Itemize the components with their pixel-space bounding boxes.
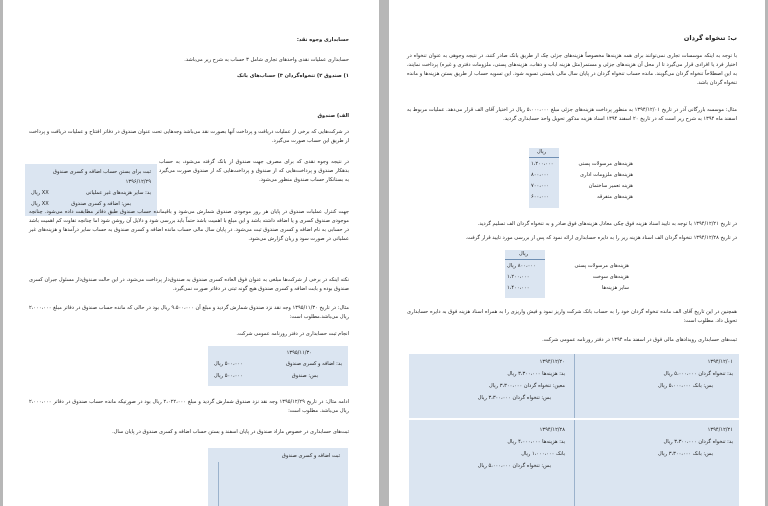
paragraph-cash-2: در نتیجه وجوه نقدی که برای مصرف جهت صندوق از بانک گرفته می‌شود، به حساب بدهکار صندوق و پرداخت‌هایی که از صندوق و پرداخت‌هایی که از صندوق صورت می‌گیرد به بستانکار حساب صندوق منظور می‌شود. [159, 159, 349, 183]
journal-b-left-bank: بانک ۱،۰۰۰،۰۰۰ ریال [521, 451, 565, 457]
table2-row-amount: ۱،۴۰۰،۰۰۰ [507, 285, 530, 291]
box1-credit-label: بس: اضافه و کسری صندوق [71, 201, 131, 207]
box2-debit-amount: ۵۰۰،۰۰۰ ریال [214, 361, 243, 367]
journal-a-left-debit: بد: هزینه‌ها ۳،۳۰۰،۰۰۰ ریال [507, 371, 565, 377]
petty-cash-paragraph-5: همچنین در این تاریخ آقای الف مانده تنخواه گردان خود را به حساب بانک شرکت واریز نمود و فیش واریزی را به همراه اسناد هزینه فوق به دایره حسابداری تحویل داد. مطلوب است: [407, 309, 737, 324]
paragraph-example-1: مثال: در تاریخ ۱۳۹۵/۱۱/۳۰ وجه نقد نزد صندوق شمارش گردید و مبلغ آن ۹،۵۰۰،۰۰۰ ریال بود در حالی که مانده حساب صندوق در دفاتر مبلغ ۲،۰۰۰،۰۰۰ ریال می‌باشد.مطلوب است: [29, 305, 349, 320]
petty-cash-paragraph-4: در تاریخ ۱۳۹۴/۱۲/۲۸ تنخواه گردان الف اسناد هزینه زیر را به دایره حسابداری ارائه نمود که پس از بررسی مورد تایید قرار گرفت. [465, 235, 737, 241]
box1-debit-label: بد: سایر هزینه‌های غیر عملیاتی [85, 190, 151, 196]
journal-a-right-credit: بس: بانک ۵،۰۰۰،۰۰۰ ریال [657, 383, 713, 389]
journal-b-left-debit: بد: هزینه‌ها ۴،۰۰۰،۰۰۰ ریال [507, 439, 565, 445]
heading-cash-accounting: حسابداری وجوه نقد: [296, 37, 349, 43]
journal-a-left-memo: معین: تنخواه گردان ۳،۳۰۰،۰۰۰ ریال [489, 383, 565, 389]
paragraph-cash-1: در شرکت‌هایی که برخی از عملیات دریافت و پرداخت آنها بصورت نقد می‌باشد وجه‌هایی تحت عنوان صندوق در دفاتر افتتاح و عملیات دریافت و پرداخت از طریق این حساب صورت می‌گیرد. [29, 129, 349, 144]
intro-paragraph: حسابداری عملیات نقدی واحدهای تجاری شامل ۳ حساب به شرح زیر می‌باشد. [184, 57, 349, 63]
journal-a-left-credit: بس: تنخواه گردان ۳،۳۰۰،۰۰۰ ریال [477, 395, 551, 401]
journal-a-right-debit: بد: تنخواه گردان ۵،۰۰۰،۰۰۰ ریال [663, 371, 733, 377]
journal-entry-box-2 [208, 346, 348, 386]
document-page-right [389, 0, 765, 506]
table1-row-label: هزینه تعمیر ساختمان [588, 183, 633, 189]
table1-row-amount: ۷۰۰،۰۰۰ [531, 183, 550, 189]
expense-table-2 [505, 250, 629, 298]
table2-currency: ریال [519, 251, 529, 257]
table1-row-amount: ۱،۲۰۰،۰۰۰ [531, 161, 554, 167]
petty-cash-paragraph-6: ثبت‌های حسابداری رویدادهای مالی فوق در اسفند ماه ۱۳۹۴ در دفتر روزنامه عمومی شرکت. [542, 337, 737, 343]
box2-credit-label: بس: صندوق [291, 373, 318, 379]
table1-row-label: هزینه‌های مرسولات پستی [578, 161, 633, 167]
journal-b-left-date: ۱۳۹۴/۱۲/۲۸ [539, 427, 565, 433]
paragraph-cash-4: نکته اینکه در برخی از شرکت‌ها مبلغی به عنوان فوق العاده کسری صندوق به صندوق‌دار پرداخت می‌شود، در این حالت صندوق‌دار مسئول جبران کسری صندوق بوده و بابت اضافه و کسری صندوق هیچ گونه ثبتی در دفاتر صورت نمی‌گیرد. [29, 277, 349, 292]
box2-credit-amount: ۵۰۰،۰۰۰ ریال [214, 373, 243, 379]
table2-row-label: هزینه‌های سوخت [592, 274, 629, 280]
table2-row-label: سایر هزینه‌ها [601, 285, 629, 291]
expense-table-1 [529, 148, 633, 208]
box1-title: ثبت برای بستن حساب اضافه و کسری صندوق [53, 169, 151, 175]
box1-debit-amount: XX ریال [31, 190, 49, 196]
table1-row-amount: ۸۰۰،۰۰۰ [531, 172, 550, 178]
journal-a-divider [574, 354, 575, 418]
box2-debit-label: بد: اضافه و کسری صندوق [286, 361, 342, 367]
journal-b-right-debit: بد: تنخواه گردان ۳،۳۰۰،۰۰۰ ریال [663, 439, 733, 445]
petty-cash-paragraph-3: در تاریخ ۱۳۹۴/۱۲/۲۱ با توجه به تایید اسناد هزینه فوق چکی معادل هزینه‌های فوق صادر و به تنخواه گردان الف تسلیم گردید. [477, 221, 737, 227]
journal-b-left-credit: بس: تنخواه گردان ۵،۰۰۰،۰۰۰ ریال [477, 463, 551, 469]
journal-b-right-date: ۱۳۹۴/۱۲/۲۱ [707, 427, 733, 433]
table2-header-rule [505, 259, 545, 260]
table1-row-label: هزینه‌های ملزومات اداری [580, 172, 633, 178]
journal-a-left-date: ۱۳۹۴/۱۲/۲۰ [539, 359, 565, 365]
box1-credit-amount: XX ریال [31, 201, 49, 207]
paragraph-requirement-1: انجام ثبت حسابداری در دفتر روزنامه عمومی شرکت. [236, 331, 349, 337]
petty-cash-example: مثال: موسسه بازرگانی آذر در تاریخ ۱۳۹۴/۱۲/۰۱ به منظور پرداخت هزینه‌های جزئی مبلغ ۵،۰۰۰،۰۰۰ ریال در اختیار آقای الف قرار می‌دهد. عملیات مربوط به اسفند ماه ۱۳۹۴ به شرح زیر است که در تاریخ ۲۰ اسفند ۱۳۹۴ اسناد هزینه مذکور تحویل واحد حسابداری گردید. [407, 107, 737, 122]
table1-header-rule [529, 157, 559, 158]
table1-row-label: هزینه‌های متفرقه [597, 194, 633, 200]
journal-block-a [409, 354, 739, 418]
journal-b-divider [574, 420, 575, 506]
table2-row-amount: ۸۰۰،۰۰۰ ریال [507, 263, 536, 269]
box3-title: ثبت اضافه و کسری صندوق [281, 453, 340, 459]
paragraph-requirement-2: ثبت‌های حسابداری در خصوص مازاد صندوق در پایان اسفند و بستن حساب اضافه و کسری صندوق در پایان سال. [112, 429, 349, 435]
table1-currency: ریال [537, 149, 547, 155]
paragraph-cash-3: جهت کنترل عملیات صندوق در پایان هر روز موجودی صندوق شمارش می‌شود و باقیمانده حساب صندوق طبق دفاتر مطابقت داده می‌شود. چنانچه موجودی صندوق کسری و یا اضافه داشته باشد و این مبلغ با اهمیت باشد حتماً باید بررسی شود و دلایل آن روشن شود اما چنانچه تفاوت کم اهمیت باشد در حسابی به نام اضافه و کسری صندوق ثبت می‌شود. در پایان سال مالی حساب مانده اضافه و کسری صندوق به حساب سایر درآمدها و هزینه‌های غیر عملیاتی در صورت سود و زیان گزارش می‌شود. [29, 209, 349, 242]
section-petty-cash-heading: ب: تنخواه گردان [683, 34, 737, 42]
table2-row-amount: ۱،۲۰۰،۰۰۰ [507, 274, 530, 280]
table2-row-label: هزینه‌های مرسولات پستی [574, 263, 629, 269]
paragraph-example-2: ادامه مثال: در تاریخ ۱۳۹۵/۱۲/۲۹ وجه نقد نزد صندوق شمارش گردید و مبلغ ۲،۰۲۲،۰۰۰ ریال بود در صورتیکه مانده حساب صندوق در دفاتر ۲،۰۰۰،۰۰۰ ریال می‌باشد. مطلوب است: [29, 399, 349, 414]
journal-block-b [409, 420, 739, 506]
document-page-left [3, 0, 379, 506]
journal-a-right-date: ۱۳۹۴/۱۲/۰۱ [707, 359, 733, 365]
journal-entry-box-3 [208, 448, 348, 506]
petty-cash-paragraph-1: با توجه به اینکه موسسات تجاری نمی‌توانند برای همه هزینه‌ها مخصوصاً هزینه‌های جزئی چک از طریق بانک صادر کنند، در نتیجه وجوهی به عنوان تنخواه در اختیار فرد یا افرادی قرار می‌گیرد تا از محل آن هزینه‌های جزئی و مستمر(مثل هزینه ایاب و ذهاب، هزینه‌های پستی، ملزومات دفتری و غیره) پرداخت نمایند، به این اصطلاحاً تنخواه گردان می‌گویند. مانده حساب تنخواه گردان در پایان سال مالی بایستی تسویه شود. این تسویه حساب از طریق بستن هزینه‌ها و مانده تنخواه گردان باشد. [407, 53, 737, 86]
box1-date: ۱۳۹۶/۱۲/۲۹ [125, 179, 151, 185]
accounts-subheading: ۱) صندوق ۲) تنخواه‌گردان ۳) حساب‌های بانک [236, 73, 349, 79]
section-cash-heading: الف) صندوق [317, 113, 349, 119]
box3-divider [218, 462, 219, 506]
table1-row-amount: ۶۰۰،۰۰۰ [531, 194, 550, 200]
journal-b-right-credit: بس: بانک ۳،۳۰۰،۰۰۰ ریال [657, 451, 713, 457]
box2-date: ۱۳۹۵/۱۱/۳۰ [286, 350, 312, 356]
